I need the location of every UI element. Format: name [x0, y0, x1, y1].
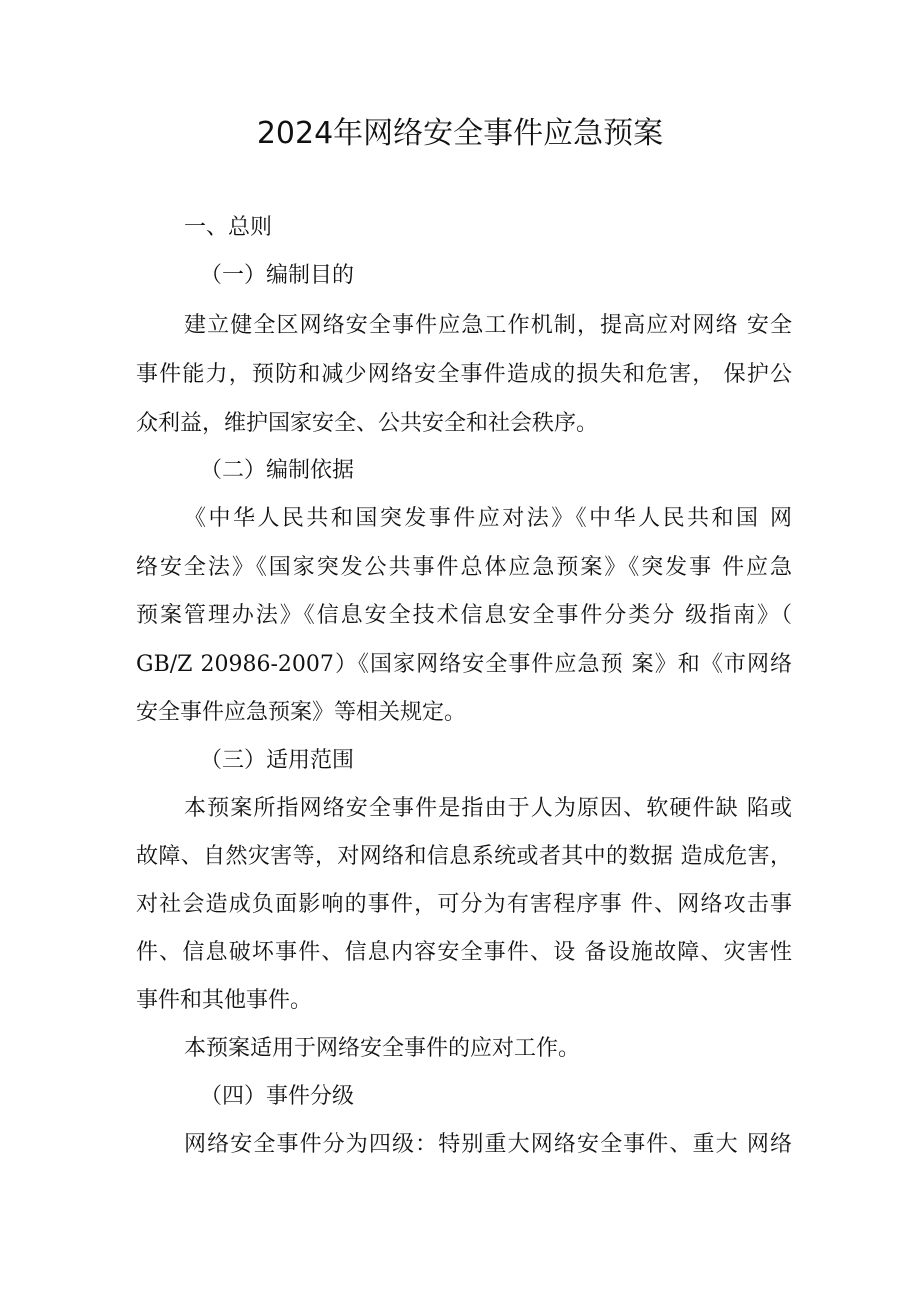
- paragraph-line: 故障、自然灾害等，对网络和信息系统或者其中的数据 造成危害，: [136, 844, 792, 869]
- paragraph-line: 本预案适用于网络安全事件的应对工作。: [184, 1036, 581, 1061]
- paragraph-line: 预案管理办法》《信息安全技术信息安全事件分类分 级指南》（: [136, 603, 792, 628]
- subsection-heading-classification: （四）事件分级: [200, 1084, 355, 1109]
- paragraph-line: 本预案所指网络安全事件是指由于人为原因、软硬件缺 陷或: [184, 796, 792, 821]
- paragraph-line: 件、信息破坏事件、信息内容安全事件、设 备设施故障、灾害性: [136, 940, 792, 965]
- paragraph-line: 《中华人民共和国突发事件应对法》《中华人民共和国 网: [184, 506, 792, 531]
- paragraph-line: 建立健全区网络安全事件应急工作机制，提高应对网络 安全: [184, 313, 792, 338]
- section-heading-general: 一、总则: [184, 215, 273, 240]
- paragraph-line: 事件和其他事件。: [136, 988, 313, 1013]
- document-title: 2024年网络安全事件应急预案: [256, 116, 664, 151]
- paragraph-line: 网络安全事件分为四级：特别重大网络安全事件、重大 网络: [184, 1132, 792, 1157]
- subsection-heading-scope: （三）适用范围: [200, 748, 355, 773]
- paragraph-line: GB/Z 20986-2007）《国家网络安全事件应急预 案》和《市网络: [136, 652, 792, 677]
- paragraph-line: 络安全法》《国家突发公共事件总体应急预案》《突发事 件应急: [136, 555, 792, 580]
- paragraph-line: 众利益，维护国家安全、公共安全和社会秩序。: [136, 411, 599, 436]
- paragraph-line: 事件能力，预防和减少网络安全事件造成的损失和危害， 保护公: [136, 362, 792, 387]
- paragraph-line: 安全事件应急预案》等相关规定。: [136, 700, 467, 725]
- paragraph-line: 对社会造成负面影响的事件，可分为有害程序事 件、网络攻击事: [136, 892, 792, 917]
- subsection-heading-purpose: （一）编制目的: [200, 263, 355, 288]
- subsection-heading-basis: （二）编制依据: [200, 458, 355, 483]
